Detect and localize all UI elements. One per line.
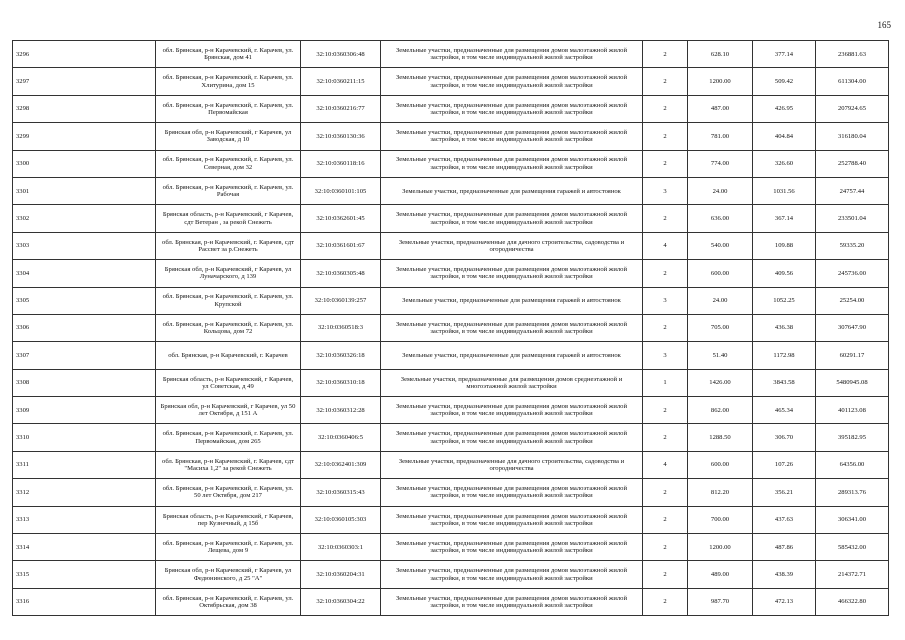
address-cell: Брянская обл, р-н Карачевский, г Карачев, ул Луначарского, д 139 <box>156 260 301 287</box>
permitted-use-cell: Земельные участки, предназначенные для размещения гаражей и автостоянок <box>381 287 643 314</box>
area-cell: 24.00 <box>688 287 753 314</box>
cadastral-number-cell: 32:10:0360101:105 <box>301 177 381 204</box>
permitted-use-cell: Земельные участки, предназначенные для дачного строительства, садоводства и огородничества <box>381 232 643 259</box>
permitted-use-cell: Земельные участки, предназначенные для размещения домов малоэтажной жилой застройки, в том числе индивидуальной жилой застройки <box>381 95 643 122</box>
table-row <box>13 287 889 314</box>
cadastral-number-cell: 32:10:0360105:303 <box>301 506 381 533</box>
cadastral-number-cell: 32:10:0360130:36 <box>301 123 381 150</box>
table-row <box>13 314 889 341</box>
specific-value-cell: 356.21 <box>753 479 816 506</box>
specific-value-cell: 438.39 <box>753 561 816 588</box>
area-cell: 540.00 <box>688 232 753 259</box>
permitted-use-cell: Земельные участки, предназначенные для размещения домов малоэтажной жилой застройки, в том числе индивидуальной жилой застройки <box>381 534 643 561</box>
address-cell: обл. Брянская, р-н Карачевский, г. Карачев, ул. Рабочая <box>156 177 301 204</box>
row-number-cell: 3310 <box>13 424 156 451</box>
address-cell: обл. Брянская, р-н Карачевский, г. Карачев <box>156 342 301 369</box>
area-cell: 862.00 <box>688 397 753 424</box>
area-cell: 489.00 <box>688 561 753 588</box>
row-number-cell: 3305 <box>13 287 156 314</box>
area-cell: 1200.00 <box>688 534 753 561</box>
row-number-cell: 3309 <box>13 397 156 424</box>
specific-value-cell: 1031.56 <box>753 177 816 204</box>
use-group-cell: 2 <box>643 41 688 68</box>
area-cell: 487.00 <box>688 95 753 122</box>
specific-value-cell: 487.86 <box>753 534 816 561</box>
permitted-use-cell: Земельные участки, предназначенные для размещения домов малоэтажной жилой застройки, в том числе индивидуальной жилой застройки <box>381 314 643 341</box>
use-group-cell: 2 <box>643 260 688 287</box>
specific-value-cell: 436.38 <box>753 314 816 341</box>
row-number-cell: 3313 <box>13 506 156 533</box>
cadastral-number-cell: 32:10:0360310:18 <box>301 369 381 396</box>
cadastral-number-cell: 32:10:0362601:45 <box>301 205 381 232</box>
permitted-use-cell: Земельные участки, предназначенные для размещения домов малоэтажной жилой застройки, в том числе индивидуальной жилой застройки <box>381 588 643 615</box>
permitted-use-cell: Земельные участки, предназначенные для размещения домов малоэтажной жилой застройки, в том числе индивидуальной жилой застройки <box>381 424 643 451</box>
address-cell: Брянская область, р-н Карачевский, г Карачев, сдт Ветеран , за рекой Снежеть <box>156 205 301 232</box>
table-row <box>13 150 889 177</box>
cadastral-number-cell: 32:10:0360118:16 <box>301 150 381 177</box>
table-row <box>13 260 889 287</box>
cadastral-value-cell: 316180.04 <box>816 123 889 150</box>
use-group-cell: 3 <box>643 177 688 204</box>
area-cell: 1426.00 <box>688 369 753 396</box>
table-row <box>13 95 889 122</box>
use-group-cell: 2 <box>643 479 688 506</box>
address-cell: обл. Брянская, р-н Карачевский, г. Карачев, ул. Северная, дом 32 <box>156 150 301 177</box>
specific-value-cell: 3843.58 <box>753 369 816 396</box>
permitted-use-cell: Земельные участки, предназначенные для размещения домов малоэтажной жилой застройки, в том числе индивидуальной жилой застройки <box>381 150 643 177</box>
cadastral-value-cell: 25254.00 <box>816 287 889 314</box>
use-group-cell: 2 <box>643 205 688 232</box>
area-cell: 1288.50 <box>688 424 753 451</box>
address-cell: Брянская обл, р-н Карачевский, г Карачев, ул Федюнинского, д 25 "А" <box>156 561 301 588</box>
cadastral-value-cell: 236881.63 <box>816 41 889 68</box>
use-group-cell: 2 <box>643 506 688 533</box>
permitted-use-cell: Земельные участки, предназначенные для размещения домов малоэтажной жилой застройки, в том числе индивидуальной жилой застройки <box>381 397 643 424</box>
address-cell: обл. Брянская, р-н Карачевский, г. Карачев, ул. Хлитурина, дом 15 <box>156 68 301 95</box>
specific-value-cell: 472.13 <box>753 588 816 615</box>
specific-value-cell: 1052.25 <box>753 287 816 314</box>
cadastral-number-cell: 32:10:0360315:43 <box>301 479 381 506</box>
specific-value-cell: 306.70 <box>753 424 816 451</box>
table-row <box>13 479 889 506</box>
cadastral-number-cell: 32:10:0361601:67 <box>301 232 381 259</box>
permitted-use-cell: Земельные участки, предназначенные для размещения гаражей и автостоянок <box>381 342 643 369</box>
permitted-use-cell: Земельные участки, предназначенные для дачного строительства, садоводства и огородничества <box>381 451 643 478</box>
use-group-cell: 4 <box>643 451 688 478</box>
specific-value-cell: 367.14 <box>753 205 816 232</box>
area-cell: 636.00 <box>688 205 753 232</box>
table-row <box>13 424 889 451</box>
specific-value-cell: 409.56 <box>753 260 816 287</box>
cadastral-number-cell: 32:10:0360304:22 <box>301 588 381 615</box>
cadastral-value-cell: 466322.80 <box>816 588 889 615</box>
cadastral-value-cell: 59335.20 <box>816 232 889 259</box>
permitted-use-cell: Земельные участки, предназначенные для размещения домов малоэтажной жилой застройки, в том числе индивидуальной жилой застройки <box>381 205 643 232</box>
row-number-cell: 3302 <box>13 205 156 232</box>
table-row <box>13 68 889 95</box>
row-number-cell: 3307 <box>13 342 156 369</box>
use-group-cell: 2 <box>643 424 688 451</box>
area-cell: 774.00 <box>688 150 753 177</box>
use-group-cell: 4 <box>643 232 688 259</box>
permitted-use-cell: Земельные участки, предназначенные для размещения домов малоэтажной жилой застройки, в том числе индивидуальной жилой застройки <box>381 123 643 150</box>
address-cell: обл. Брянская, р-н Карачевский, г. Карачев, ул. Первомайская, дом 265 <box>156 424 301 451</box>
permitted-use-cell: Земельные участки, предназначенные для размещения домов среднеэтажной и многоэтажной жилой застройки <box>381 369 643 396</box>
use-group-cell: 2 <box>643 95 688 122</box>
cadastral-value-cell: 64356.00 <box>816 451 889 478</box>
specific-value-cell: 437.63 <box>753 506 816 533</box>
cadastral-number-cell: 32:10:0360312:28 <box>301 397 381 424</box>
table-row <box>13 41 889 68</box>
specific-value-cell: 426.95 <box>753 95 816 122</box>
table-row <box>13 397 889 424</box>
cadastral-value-cell: 306341.00 <box>816 506 889 533</box>
permitted-use-cell: Земельные участки, предназначенные для размещения гаражей и автостоянок <box>381 177 643 204</box>
use-group-cell: 2 <box>643 588 688 615</box>
use-group-cell: 2 <box>643 534 688 561</box>
row-number-cell: 3315 <box>13 561 156 588</box>
table-row <box>13 342 889 369</box>
table-row <box>13 369 889 396</box>
specific-value-cell: 465.34 <box>753 397 816 424</box>
use-group-cell: 3 <box>643 342 688 369</box>
row-number-cell: 3314 <box>13 534 156 561</box>
table-row <box>13 177 889 204</box>
table-row <box>13 534 889 561</box>
use-group-cell: 2 <box>643 150 688 177</box>
area-cell: 705.00 <box>688 314 753 341</box>
row-number-cell: 3304 <box>13 260 156 287</box>
specific-value-cell: 109.88 <box>753 232 816 259</box>
address-cell: обл. Брянская, р-н Карачевский, г. Карачев, ул. Крупской <box>156 287 301 314</box>
cadastral-number-cell: 32:10:0360211:15 <box>301 68 381 95</box>
address-cell: обл. Брянская, р-н Карачевский, г. Карачев, ул. Лещева, дом 9 <box>156 534 301 561</box>
area-cell: 1200.00 <box>688 68 753 95</box>
address-cell: Брянская область, р-н Карачевский, г Карачев, пер Кузнечный, д 15б <box>156 506 301 533</box>
specific-value-cell: 326.60 <box>753 150 816 177</box>
specific-value-cell: 1172.98 <box>753 342 816 369</box>
cadastral-value-cell: 611304.00 <box>816 68 889 95</box>
cadastral-value-cell: 289313.76 <box>816 479 889 506</box>
cadastral-number-cell: 32:10:0360139:257 <box>301 287 381 314</box>
specific-value-cell: 377.14 <box>753 41 816 68</box>
cadastral-number-cell: 32:10:0360303:1 <box>301 534 381 561</box>
area-cell: 987.70 <box>688 588 753 615</box>
use-group-cell: 3 <box>643 287 688 314</box>
area-cell: 812.20 <box>688 479 753 506</box>
row-number-cell: 3308 <box>13 369 156 396</box>
row-number-cell: 3299 <box>13 123 156 150</box>
row-number-cell: 3303 <box>13 232 156 259</box>
row-number-cell: 3311 <box>13 451 156 478</box>
cadastral-value-cell: 307647.90 <box>816 314 889 341</box>
cadastral-number-cell: 32:10:0360518:3 <box>301 314 381 341</box>
row-number-cell: 3316 <box>13 588 156 615</box>
address-cell: обл. Брянская, р-н Карачевский, г. Карачев, ул. Первомайская <box>156 95 301 122</box>
use-group-cell: 2 <box>643 561 688 588</box>
cadastral-number-cell: 32:10:0362401:309 <box>301 451 381 478</box>
cadastral-value-cell: 245736.00 <box>816 260 889 287</box>
area-cell: 781.00 <box>688 123 753 150</box>
use-group-cell: 2 <box>643 123 688 150</box>
cadastral-number-cell: 32:10:0360305:48 <box>301 260 381 287</box>
cadastral-value-cell: 585432.00 <box>816 534 889 561</box>
cadastral-value-cell: 401123.08 <box>816 397 889 424</box>
area-cell: 700.00 <box>688 506 753 533</box>
table-row <box>13 561 889 588</box>
page-number: 165 <box>877 20 891 30</box>
address-cell: Брянская область, р-н Карачевский, г Карачев, ул Советская, д 49 <box>156 369 301 396</box>
row-number-cell: 3306 <box>13 314 156 341</box>
address-cell: Брянская обл, р-н Карачевский, г Карачев, ул Заводская, д 10 <box>156 123 301 150</box>
cadastral-value-cell: 252788.40 <box>816 150 889 177</box>
row-number-cell: 3298 <box>13 95 156 122</box>
permitted-use-cell: Земельные участки, предназначенные для размещения домов малоэтажной жилой застройки, в том числе индивидуальной жилой застройки <box>381 479 643 506</box>
use-group-cell: 2 <box>643 397 688 424</box>
cadastral-number-cell: 32:10:0360204:31 <box>301 561 381 588</box>
table-row <box>13 232 889 259</box>
table-row <box>13 123 889 150</box>
table-body <box>13 41 889 616</box>
cadastral-value-cell: 207924.65 <box>816 95 889 122</box>
address-cell: обл. Брянская, р-н Карачевский, г. Карачев, ул. Кольцова, дом 72 <box>156 314 301 341</box>
cadastral-number-cell: 32:10:0360406:5 <box>301 424 381 451</box>
cadastral-number-cell: 32:10:0360306:48 <box>301 41 381 68</box>
cadastral-value-cell: 233501.04 <box>816 205 889 232</box>
use-group-cell: 2 <box>643 314 688 341</box>
address-cell: Брянская обл, р-н Карачевский, г Карачев, ул 50 лет Октября, д 151 А <box>156 397 301 424</box>
land-plot-register-table <box>12 40 889 616</box>
row-number-cell: 3312 <box>13 479 156 506</box>
address-cell: обл. Брянская, р-н Карачевский, г. Карачев, сдт Рассвет за р.Снежеть <box>156 232 301 259</box>
address-cell: обл. Брянская, р-н Карачевский, г. Карачев, сдт "Масиха 1,2" за рекой Снежеть <box>156 451 301 478</box>
cadastral-value-cell: 214372.71 <box>816 561 889 588</box>
cadastral-value-cell: 395182.95 <box>816 424 889 451</box>
table-row <box>13 506 889 533</box>
table-row <box>13 205 889 232</box>
use-group-cell: 2 <box>643 68 688 95</box>
cadastral-value-cell: 60291.17 <box>816 342 889 369</box>
permitted-use-cell: Земельные участки, предназначенные для размещения домов малоэтажной жилой застройки, в том числе индивидуальной жилой застройки <box>381 41 643 68</box>
address-cell: обл. Брянская, р-н Карачевский, г. Карачев, ул. Октябрьская, дом 38 <box>156 588 301 615</box>
permitted-use-cell: Земельные участки, предназначенные для размещения домов малоэтажной жилой застройки, в том числе индивидуальной жилой застройки <box>381 68 643 95</box>
permitted-use-cell: Земельные участки, предназначенные для размещения домов малоэтажной жилой застройки, в том числе индивидуальной жилой застройки <box>381 506 643 533</box>
area-cell: 628.10 <box>688 41 753 68</box>
permitted-use-cell: Земельные участки, предназначенные для размещения домов малоэтажной жилой застройки, в том числе индивидуальной жилой застройки <box>381 260 643 287</box>
area-cell: 600.00 <box>688 451 753 478</box>
cadastral-number-cell: 32:10:0360216:77 <box>301 95 381 122</box>
area-cell: 24.00 <box>688 177 753 204</box>
address-cell: обл. Брянская, р-н Карачевский, г. Карачев, ул. Брянская, дом 41 <box>156 41 301 68</box>
area-cell: 600.00 <box>688 260 753 287</box>
area-cell: 51.40 <box>688 342 753 369</box>
table-row <box>13 451 889 478</box>
address-cell: обл. Брянская, р-н Карачевский, г. Карачев, ул. 50 лет Октября, дом 217 <box>156 479 301 506</box>
row-number-cell: 3296 <box>13 41 156 68</box>
specific-value-cell: 509.42 <box>753 68 816 95</box>
row-number-cell: 3297 <box>13 68 156 95</box>
cadastral-value-cell: 24757.44 <box>816 177 889 204</box>
cadastral-value-cell: 5480945.08 <box>816 369 889 396</box>
cadastral-number-cell: 32:10:0360326:18 <box>301 342 381 369</box>
row-number-cell: 3300 <box>13 150 156 177</box>
row-number-cell: 3301 <box>13 177 156 204</box>
table-row <box>13 588 889 615</box>
specific-value-cell: 404.84 <box>753 123 816 150</box>
use-group-cell: 1 <box>643 369 688 396</box>
permitted-use-cell: Земельные участки, предназначенные для размещения домов малоэтажной жилой застройки, в том числе индивидуальной жилой застройки <box>381 561 643 588</box>
specific-value-cell: 107.26 <box>753 451 816 478</box>
